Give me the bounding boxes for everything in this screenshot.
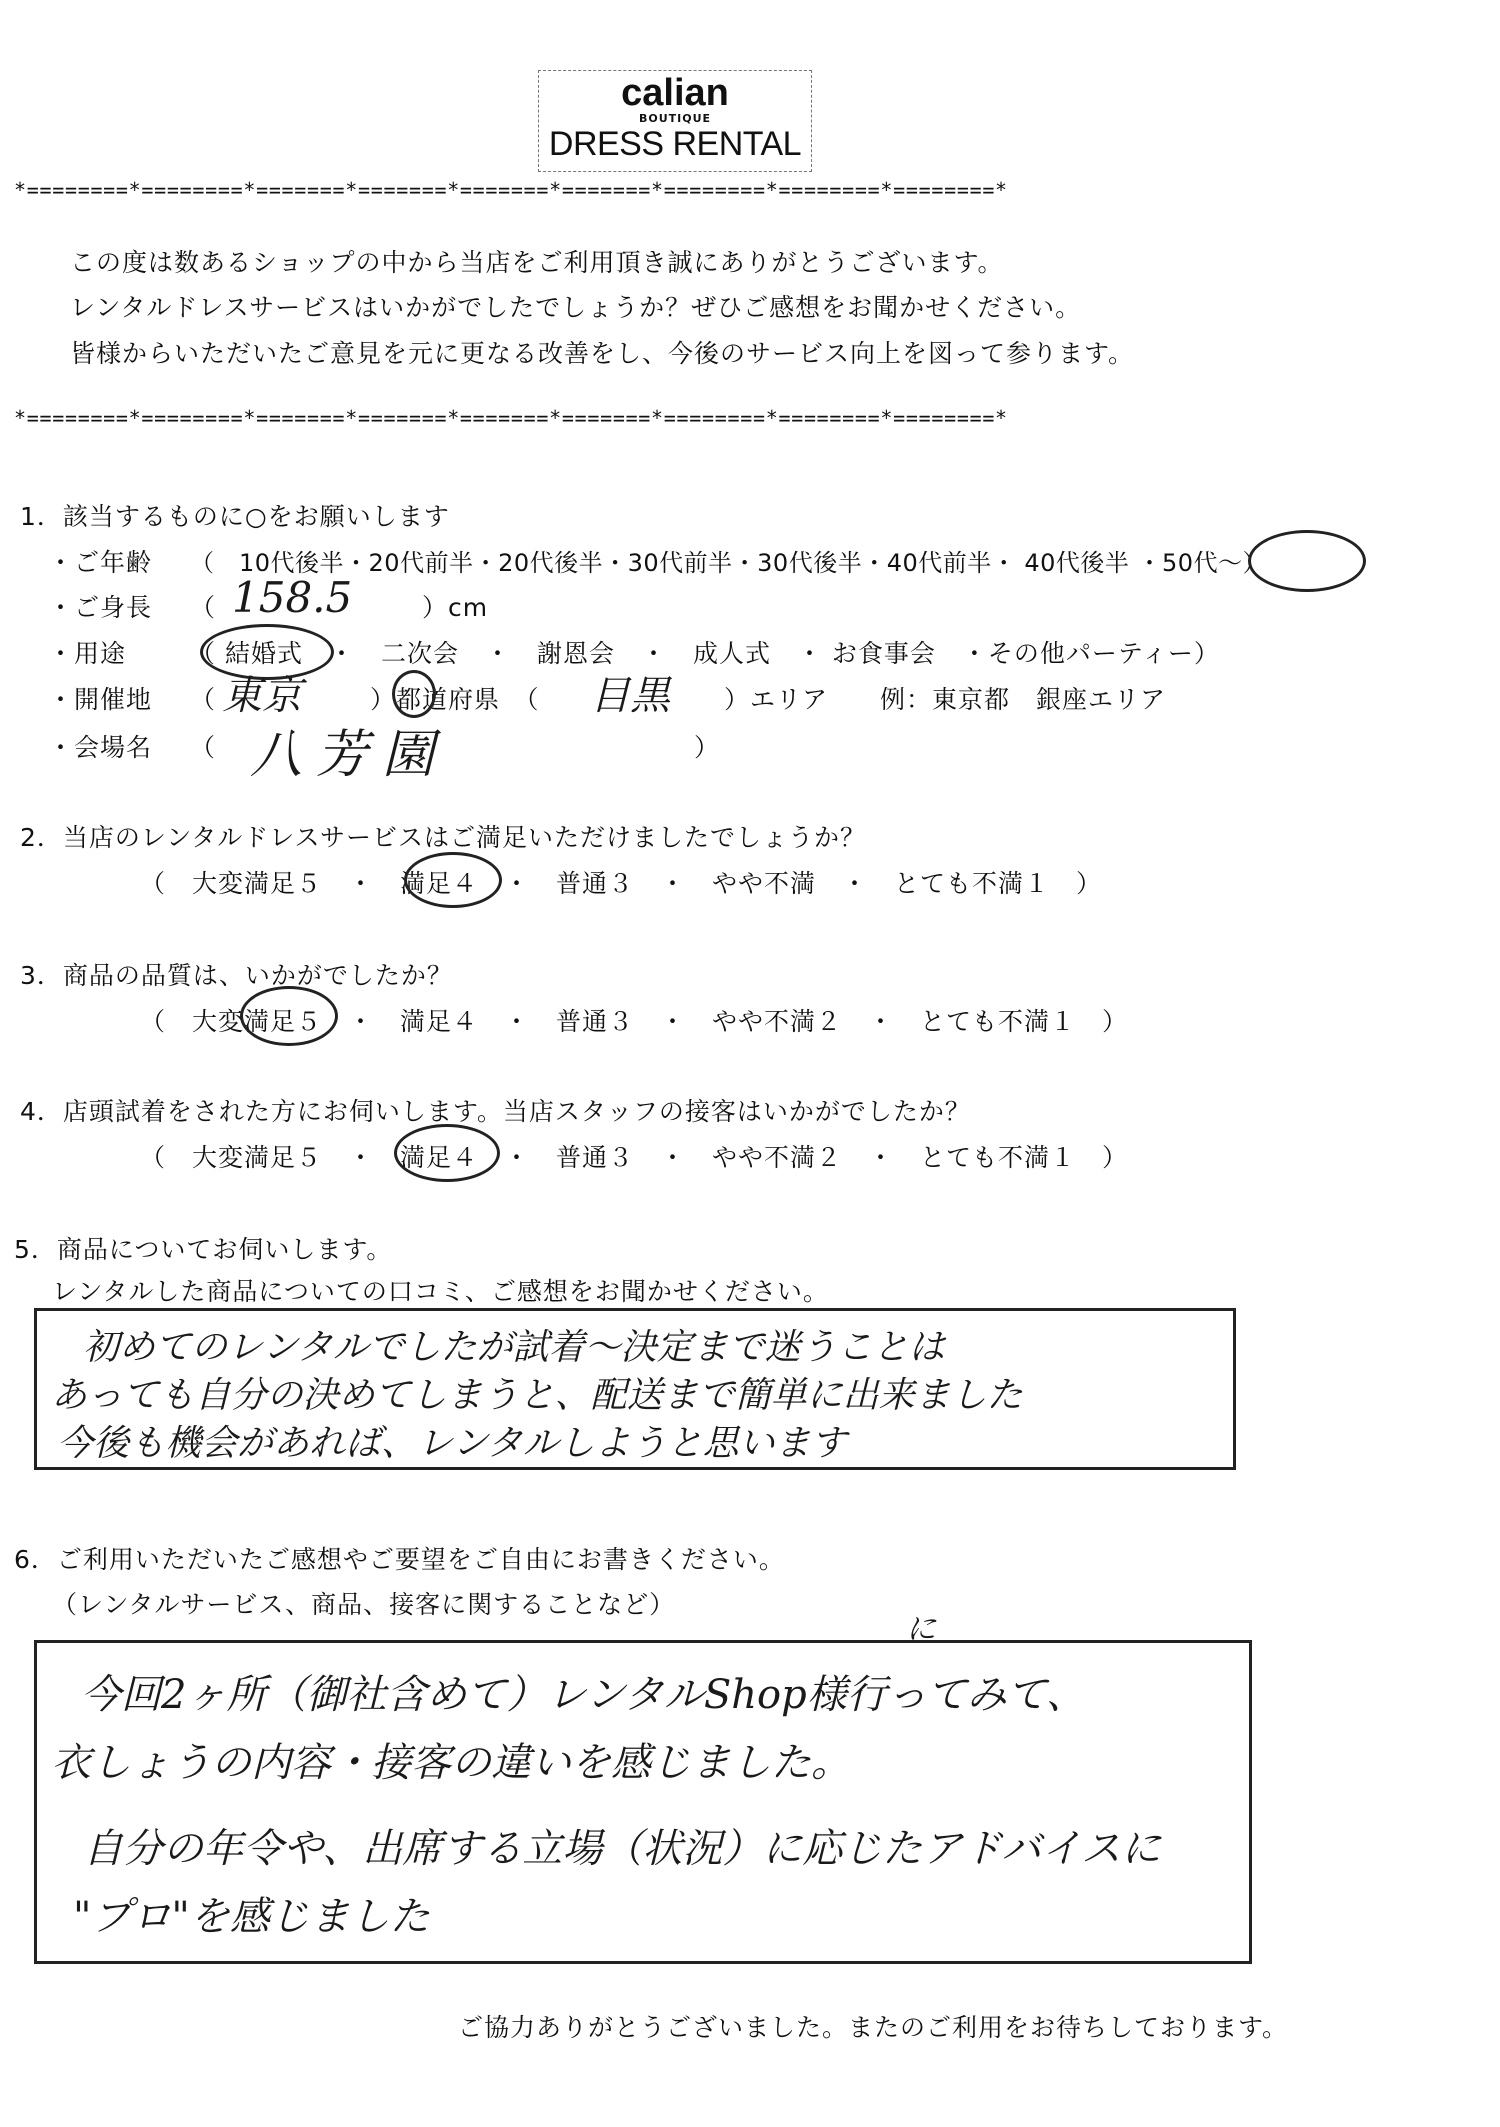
q3-title: 3．商品の品質は、いかがでしたか？ xyxy=(20,961,453,990)
q4-title: 4．店頭試着をされた方にお伺いします。当店スタッフの接客はいかがでしたか？ xyxy=(20,1097,971,1126)
divider-bottom: *========*========*=======*=======*=======*=======*========*========*========* xyxy=(14,406,1008,430)
pref-selection-circle xyxy=(392,670,436,718)
q2-options: （ 大変満足５ ・ 満足４ ・ 普通３ ・ やや不満 ・ とても不満１ ） xyxy=(140,869,1103,898)
q6-prompt: （レンタルサービス、商品、接客に関することなど） xyxy=(52,1590,676,1619)
age-selection-circle xyxy=(1248,530,1366,592)
height-label: ・ご身長 xyxy=(48,593,153,622)
q5-title: 5．商品についてお伺いします。 xyxy=(14,1235,393,1264)
venue-open: （ xyxy=(190,685,217,714)
divider-top: *========*========*=======*=======*=======*=======*========*========*========* xyxy=(14,178,1008,202)
brand-logo xyxy=(538,70,812,172)
q4-options: （ 大変満足５ ・ 満足４ ・ 普通３ ・ やや不満２ ・ とても不満１ ） xyxy=(140,1143,1129,1172)
q5-prompt: レンタルした商品についての口コミ、ご感想をお聞かせください。 xyxy=(52,1277,829,1306)
q5-answer-line-2: あっても自分の決めてしまうと、配送まで簡単に出来ました xyxy=(51,1375,1023,1416)
q6-answer-line-2: 衣しょうの内容・接客の違いを感じました。 xyxy=(51,1740,851,1786)
q4-selection-circle xyxy=(394,1124,500,1182)
q1-title: 1．該当するものに○をお願いします xyxy=(20,502,450,531)
footer-thanks: ご協力ありがとうございました。またのご利用をお待ちしております。 xyxy=(458,2013,1289,2042)
q3-options: （ 大変満足５ ・ 満足４ ・ 普通３ ・ やや不満２ ・ とても不満１ ） xyxy=(140,1007,1129,1036)
use-options: （ 結婚式 ・ 二次会 ・ 謝恩会 ・ 成人式 ・ お食事会 ・その他パーティー） xyxy=(190,639,1220,668)
hall-value: 八芳園 xyxy=(250,725,449,785)
q5-answer-line-3: 今後も機会があれば、レンタルしようと思います xyxy=(57,1423,847,1464)
logo-brand: calian xyxy=(621,72,729,114)
age-label: ・ご年齢 xyxy=(48,548,153,577)
q6-answer-line-1: 今回2ヶ所（御社含めて）レンタルShop様行ってみて、 xyxy=(81,1672,1086,1718)
q6-answer-line-3: 自分の年令や、出席する立場（状況）に応じたアドバイスに xyxy=(83,1826,1161,1872)
venue-mid: ）都道府県 （ xyxy=(370,685,540,714)
hall-label: ・会場名 xyxy=(48,733,153,762)
q6-title: 6．ご利用いただいたご感想やご要望をご自由にお書きください。 xyxy=(14,1545,785,1574)
intro-line-3: 皆様からいただいたご意見を元に更なる改善をし、今後のサービス向上を図って参ります。 xyxy=(70,339,1135,368)
logo-service: DRESS RENTAL xyxy=(548,125,802,163)
q2-title: 2．当店のレンタルドレスサービスはご満足いただけましたでしょうか？ xyxy=(20,823,867,852)
intro-line-1: この度は数あるショップの中から当店をご利用頂き誠にありがとうございます。 xyxy=(70,248,1004,277)
use-label: ・用途 xyxy=(48,639,127,668)
venue-prefecture: 東京 xyxy=(222,673,302,719)
hall-open: （ xyxy=(190,733,217,762)
height-open: （ xyxy=(190,593,217,622)
q6-answer-box xyxy=(34,1640,1252,1964)
height-unit: ）cm xyxy=(422,593,489,622)
q6-insert: に xyxy=(906,1612,936,1647)
venue-label: ・開催地 xyxy=(48,685,153,714)
q3-selection-circle xyxy=(240,986,338,1046)
intro-line-2: レンタルドレスサービスはいかがでしたでしょうか？ぜひご感想をお聞かせください。 xyxy=(70,293,1082,322)
age-options: （ 10代後半・20代前半・20代後半・30代前半・30代後半・40代前半・ 40代後半 ・50代～） xyxy=(190,549,1268,577)
logo-sub: BOUTIQUE xyxy=(638,112,712,125)
q6-answer-line-4: "プロ"を感じました xyxy=(73,1894,430,1940)
q5-answer-line-1: 初めてのレンタルでしたが試着～決定まで迷うことは xyxy=(83,1327,945,1368)
venue-close: ）エリア 例：東京都 銀座エリア xyxy=(724,685,1167,714)
q2-selection-circle xyxy=(404,852,502,908)
q5-answer-box xyxy=(34,1308,1236,1470)
height-value: 158.5 xyxy=(232,573,353,622)
hall-close: ） xyxy=(694,733,721,762)
venue-area: 目黒 xyxy=(590,673,670,719)
